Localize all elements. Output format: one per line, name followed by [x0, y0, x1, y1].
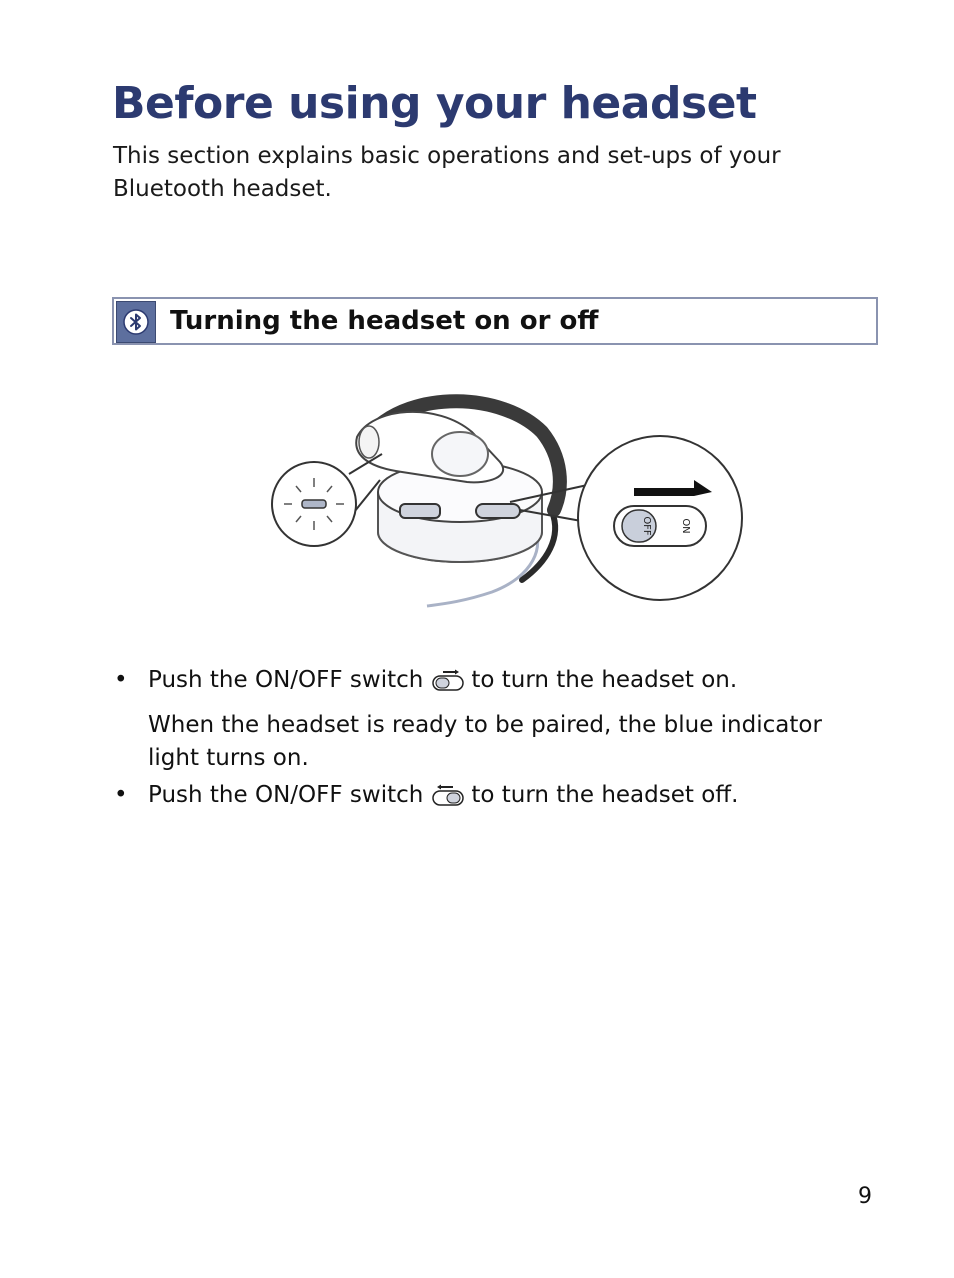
instruction-list — [112, 664, 872, 818]
bullet-icon: • — [114, 667, 128, 693]
switch-on-icon — [431, 669, 465, 703]
page-number: 9 — [858, 1184, 872, 1209]
bullet-text-after: to turn the headset on. — [471, 667, 738, 693]
bullet-text-after: to turn the headset off. — [471, 782, 739, 808]
switch-off-icon — [431, 784, 465, 818]
bluetooth-icon — [116, 301, 156, 343]
switch-off-label: OFF — [641, 516, 652, 536]
bullet-subtext: When the headset is ready to be paired, the blue indicator light turns on. — [148, 712, 822, 771]
bullet-text-before: Push the ON/OFF switch — [148, 667, 424, 693]
list-item — [112, 779, 872, 818]
intro-text: This section explains basic operations and set-ups of your Bluetooth headset. — [113, 143, 781, 202]
list-item — [112, 664, 872, 775]
headset-illustration — [262, 392, 752, 614]
bullet-text-before: Push the ON/OFF switch — [148, 782, 424, 808]
section-title: Turning the headset on or off — [170, 306, 599, 336]
switch-on-label: ON — [680, 518, 691, 534]
bullet-icon: • — [114, 782, 128, 808]
page-title: Before using your headset — [112, 78, 757, 129]
section-header — [112, 297, 878, 345]
